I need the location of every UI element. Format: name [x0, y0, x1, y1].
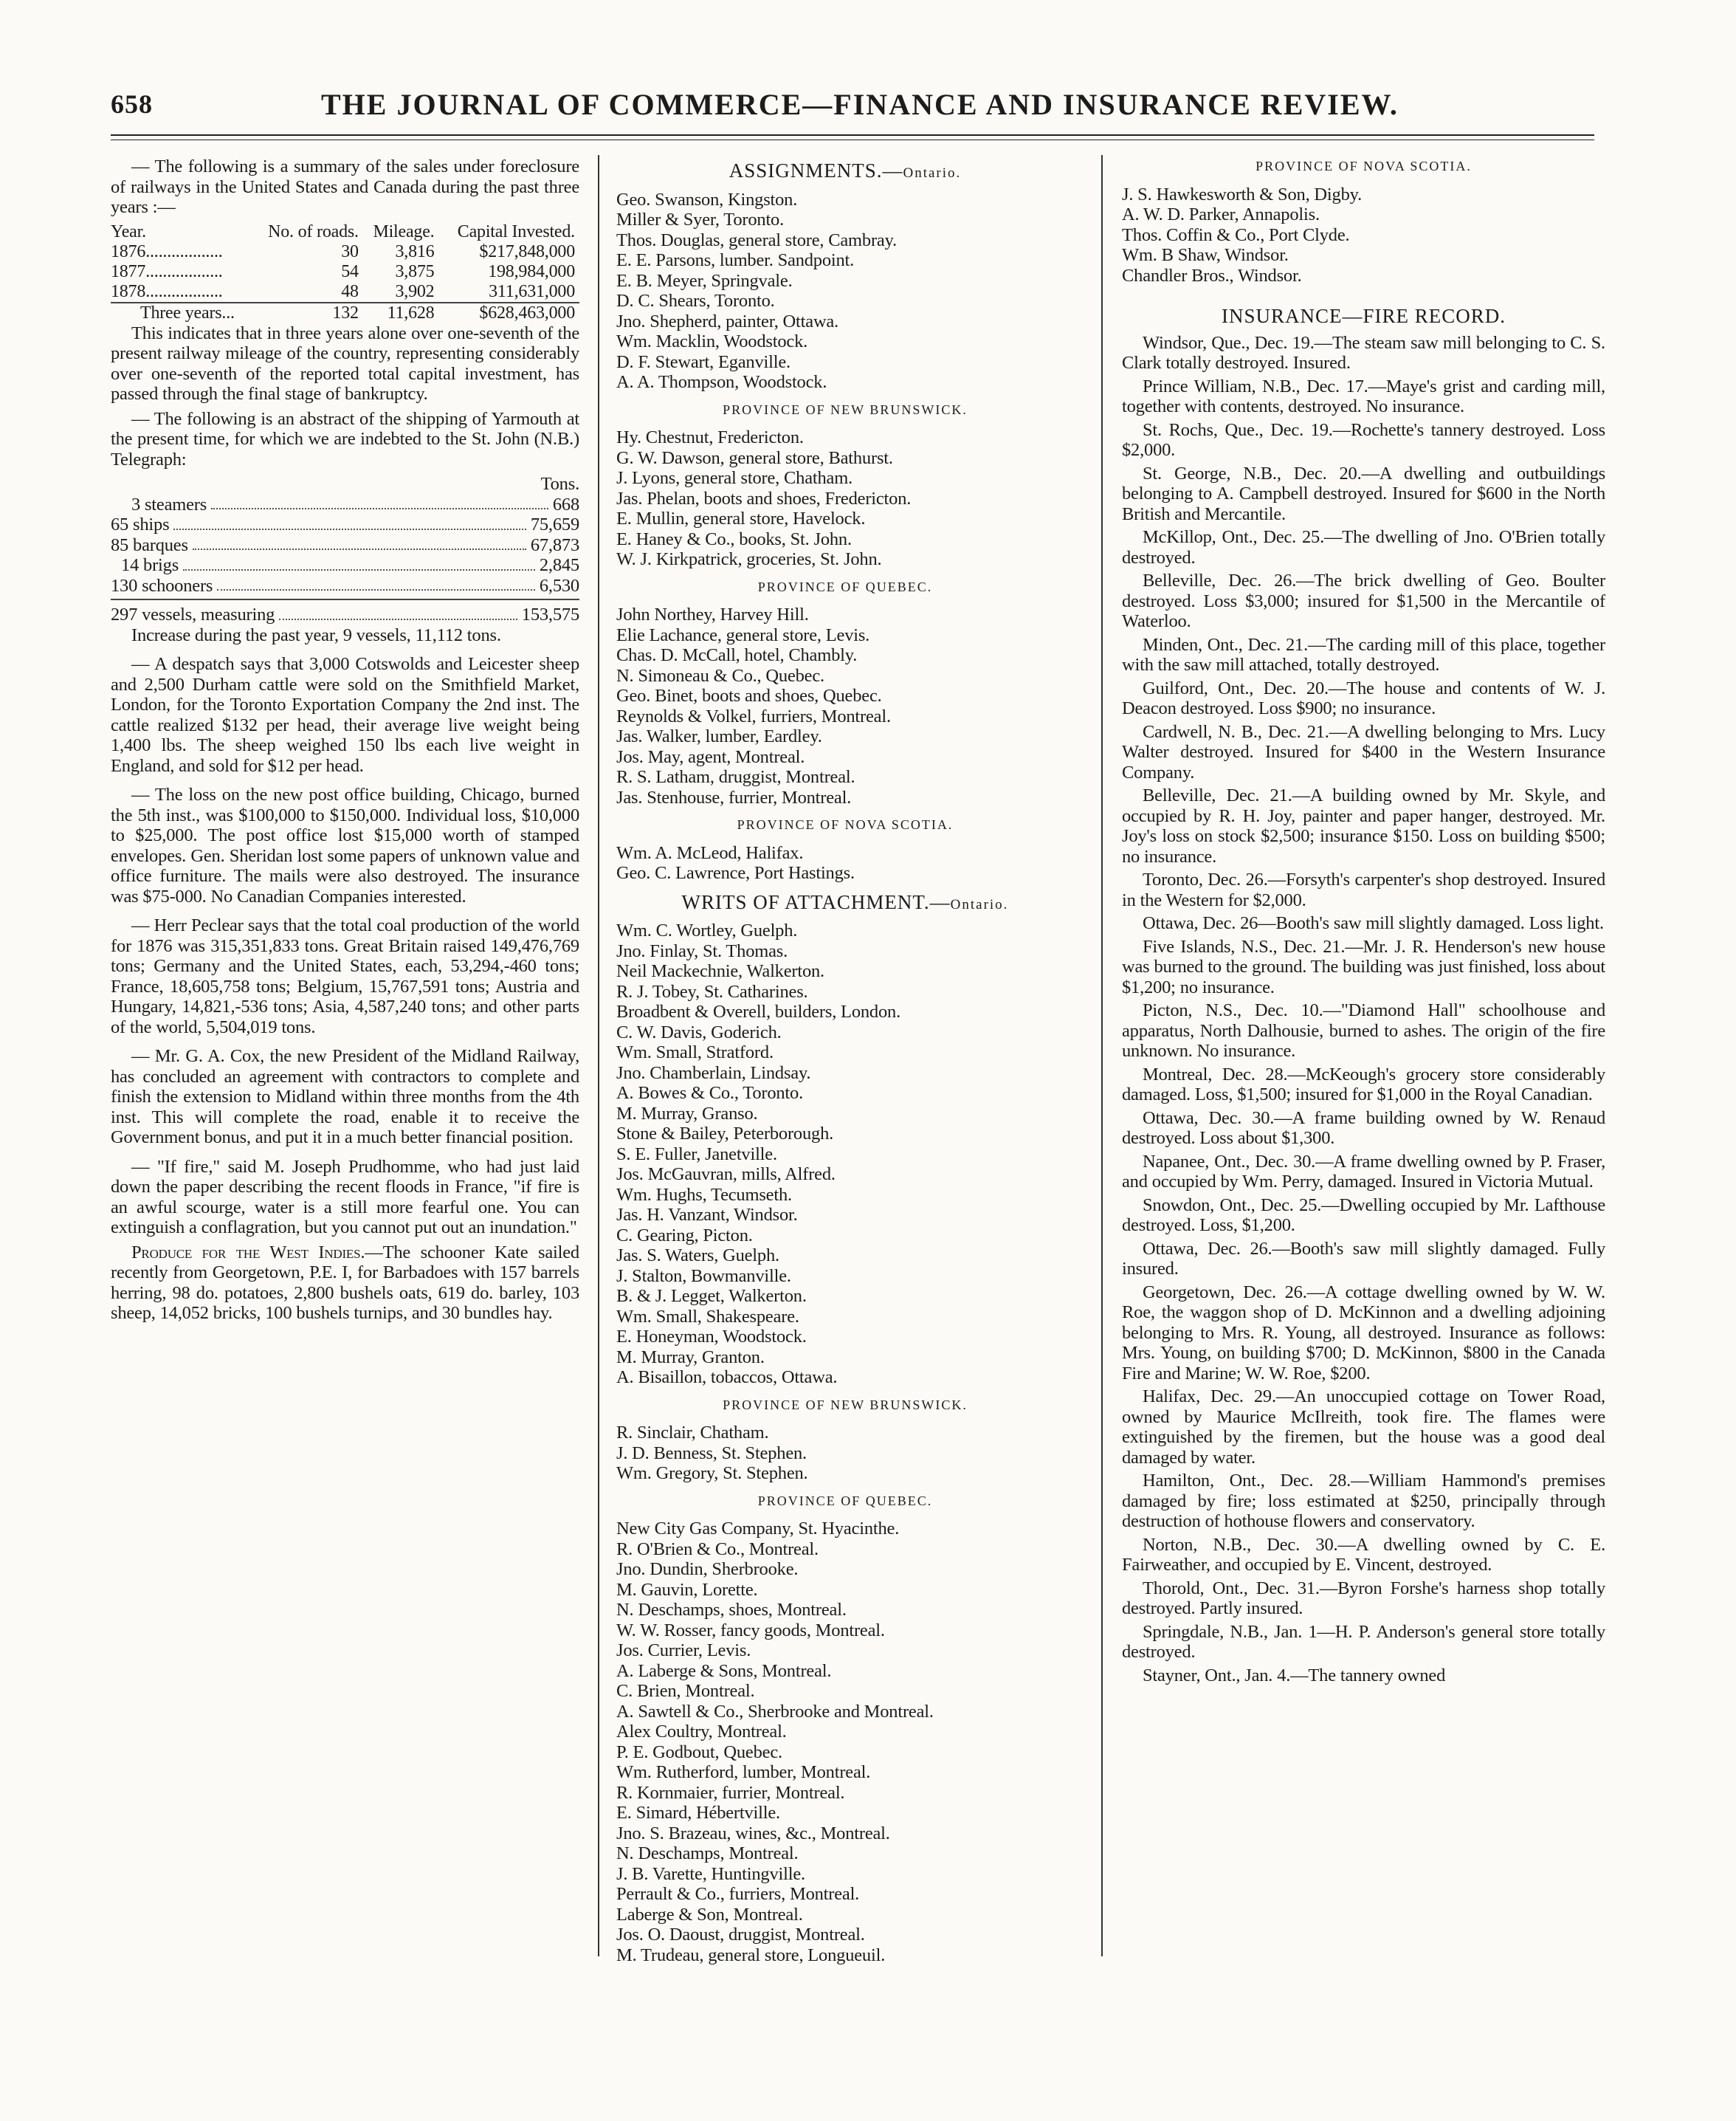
writs-qc-list: [616, 1519, 1074, 1965]
fire-entry: Guilford, Ont., Dec. 20.—The house and contents of W. J. Deacon destroyed. Loss $900; no insurance.: [1122, 678, 1605, 718]
foreclosure-table: [111, 222, 579, 323]
table-cell: 1878..................: [111, 281, 223, 301]
fire-record-heading: INSURANCE—FIRE RECORD.: [1221, 305, 1506, 327]
list-item: Elie Lachance, general store, Levis.: [616, 625, 870, 645]
writs-nb-list: [616, 1423, 1074, 1484]
list-item: [111, 495, 579, 515]
section-heading: PROVINCE OF NOVA SCOTIA.: [1256, 159, 1472, 173]
foreclosure-intro: — The following is a summary of the sales under foreclosure of railways in the United States and Canada during the past three years :—: [111, 157, 579, 217]
list-item: A. Sawtell & Co., Sherbrooke and Montreal.: [616, 1701, 934, 1722]
fire-entry: Ottawa, Dec. 26.—Booth's saw mill slightly damaged. Fully insured.: [1122, 1238, 1605, 1279]
list-item: J. D. Benness, St. Stephen.: [616, 1443, 807, 1463]
page-header: [111, 87, 1594, 131]
coal-paragraph: — Herr Peclear says that the total coal production of the world for 1876 was 315,351,833 tons. Great Britain raised 149,476,769 tons; Germany and the United States, each, 53,294,-460 tons; France, 18,605,758 tons; Belgium, 15,767,591 tons; Austria and Hungary, 14,821,-536 tons; Asia, 4,587,240 tons; and other parts of the world, 5,504,019 tons.: [111, 915, 579, 1037]
list-item: A. W. D. Parker, Annapolis.: [1122, 204, 1320, 224]
list-item: Wm. Small, Stratford.: [616, 1042, 774, 1062]
list-item: Thos. Douglas, general store, Cambray.: [616, 230, 897, 250]
list-item: R. Kornmaier, furrier, Montreal.: [616, 1782, 845, 1803]
list-item: R. S. Latham, druggist, Montreal.: [616, 767, 855, 787]
list-item: Geo. Binet, boots and shoes, Quebec.: [616, 686, 882, 706]
list-item: Geo. Swanson, Kingston.: [616, 189, 798, 210]
vessel-type: 130 schooners: [111, 575, 213, 596]
fire-entry: Prince William, N.B., Dec. 17.—Maye's grist and carding mill, together with contents, destroyed. No insurance.: [1122, 376, 1605, 416]
shipping-intro: — The following is an abstract of the shipping of Yarmouth at the present time, for which we are indebted to the St. John (N.B.) Telegraph:: [111, 408, 579, 470]
produce-text: —The schooner Kate sailed recently from Georgetown, P.E. I, for Barbadoes with 157 barrels herring, 98 do. potatoes, 2,800 bushels oats, 619 do. barley, 103 sheep, 14,052 bricks, 100 bushels turnips, and 30 bundles hay.: [111, 1242, 579, 1323]
fire-entry: Cardwell, N. B., Dec. 21.—A dwelling belonging to Mrs. Lucy Walter destroyed. Insured for $400 in the Western Insurance Company.: [1122, 721, 1605, 783]
cox-paragraph: — Mr. G. A. Cox, the new President of the Midland Railway, has concluded an agreement with contractors to complete and finish the extension to Midland within three months from the 4th inst. This will complete the road, enable it to receive the Government bonus, and put it in a much better financial position.: [111, 1046, 579, 1147]
list-item: John Northey, Harvey Hill.: [616, 605, 809, 625]
list-item: G. W. Dawson, general store, Bathurst.: [616, 447, 893, 468]
list-item: M. Murray, Granso.: [616, 1103, 758, 1124]
list-item: [111, 515, 579, 535]
list-item: Wm. A. McLeod, Halifax.: [616, 842, 804, 863]
table-row: [111, 282, 579, 303]
table-cell: 30: [341, 241, 359, 261]
list-item: C. W. Davis, Goderich.: [616, 1022, 782, 1042]
foreclosure-summary: This indicates that in three years alone over one-seventh of the present railway mileage of the country, representing considerably over one-seventh of the reported total capital investment, has passed through the final stage of bankruptcy.: [111, 323, 579, 404]
list-item: E. Honeyman, Woodstock.: [616, 1327, 807, 1347]
list-item: W. W. Rosser, fancy goods, Montreal.: [616, 1620, 885, 1640]
section-heading: PROVINCE OF NEW BRUNSWICK.: [723, 402, 968, 417]
list-item: Wm. B Shaw, Windsor.: [1122, 245, 1289, 265]
list-item: B. & J. Legget, Walkerton.: [616, 1286, 807, 1306]
table-row: [111, 242, 579, 262]
vessel-type: 65 ships: [111, 515, 170, 534]
tonnage: 668: [552, 494, 579, 515]
list-item: Wm. C. Wortley, Guelph.: [616, 921, 798, 941]
fire-entry: Ottawa, Dec. 26—Booth's saw mill slightly damaged. Loss light.: [1143, 913, 1604, 933]
table-cell: 3,902: [395, 281, 435, 301]
section-heading: PROVINCE OF QUEBEC.: [757, 579, 933, 594]
list-item: J. Stalton, Bowmanville.: [616, 1265, 791, 1286]
vessel-type: 85 barques: [111, 534, 188, 555]
list-item: Broadbent & Overell, builders, London.: [616, 1002, 900, 1022]
fire-entry: Georgetown, Dec. 26.—A cottage dwelling owned by W. W. Roe, the waggon shop of D. McKinnon and a dwelling adjoining belonging to Mrs. R. Young, all destroyed. Insurance as follows: Mrs. Young, on building $700; D. McKinnon, $800 in the Canada Fire and Marine; W. W. Roe, $200.: [1122, 1282, 1605, 1383]
list-item: Wm. Rutherford, lumber, Montreal.: [616, 1762, 871, 1782]
table-total-row: [111, 303, 579, 323]
fire-entry: Thorold, Ont., Dec. 31.—Byron Forshe's harness shop totally destroyed. Partly insured.: [1122, 1578, 1605, 1618]
vessel-total-label: 297 vessels, measuring: [111, 605, 275, 625]
table-cell: 1877..................: [111, 261, 223, 281]
col-header-year: Year.: [111, 221, 146, 241]
fire-entry: St. George, N.B., Dec. 20.—A dwelling and outbuildings belonging to A. Campbell destroyed. Insured for $600 in the North British and Mercantile.: [1122, 463, 1605, 524]
list-item: E. Mullin, general store, Havelock.: [616, 509, 866, 529]
col-header-roads: No. of roads.: [268, 221, 359, 241]
fire-entry: Belleville, Dec. 26.—The brick dwelling of Geo. Boulter destroyed. Loss $3,000; insured for $1,500 in the Mercantile of Waterloo.: [1122, 571, 1605, 631]
fire-entry: Napanee, Ont., Dec. 30.—A frame dwelling owned by P. Fraser, and occupied by Wm. Perry, damaged. Insured in Victoria Mutual.: [1122, 1151, 1605, 1192]
list-item: N. Deschamps, shoes, Montreal.: [616, 1600, 847, 1620]
list-item: Wm. Small, Shakespeare.: [616, 1306, 799, 1327]
list-item: Jos. May, agent, Montreal.: [616, 746, 805, 767]
list-item: C. Brien, Montreal.: [616, 1681, 755, 1701]
vessel-type: 3 steamers: [131, 494, 207, 515]
table-cell: Three years...: [140, 303, 235, 323]
list-item: Wm. Gregory, St. Stephen.: [616, 1463, 808, 1483]
fire-entry: Stayner, Ont., Jan. 4.—The tannery owned: [1143, 1665, 1446, 1685]
list-item: D. C. Shears, Toronto.: [616, 291, 775, 311]
list-item: [111, 535, 579, 556]
tons-label: Tons.: [540, 474, 579, 494]
fire-entry: Snowdon, Ont., Dec. 25.—Dwelling occupied by Mr. Lafthouse destroyed. Loss, $1,200.: [1122, 1194, 1605, 1235]
list-item: Jos. O. Daoust, druggist, Montreal.: [616, 1925, 865, 1945]
col-header-capital: Capital Invested.: [457, 221, 575, 241]
list-item: Jas. H. Vanzant, Windsor.: [616, 1205, 798, 1225]
fire-entry: St. Rochs, Que., Dec. 19.—Rochette's tannery destroyed. Loss $2,000.: [1122, 419, 1605, 460]
list-item: Wm. Macklin, Woodstock.: [616, 331, 808, 351]
tonnage: 75,659: [530, 515, 579, 534]
list-item: Jas. S. Waters, Guelph.: [616, 1245, 779, 1265]
list-item: N. Simoneau & Co., Quebec.: [616, 665, 824, 686]
fire-entry: Picton, N.S., Dec. 10.—"Diamond Hall" schoolhouse and apparatus, North Dalhousie, burned to ashes. The origin of the fire unknown. No insurance.: [1122, 1000, 1605, 1061]
page-number: 658: [111, 89, 153, 119]
section-heading: PROVINCE OF QUEBEC.: [757, 1493, 933, 1508]
column-right: [1122, 157, 1605, 1688]
list-item: Jas. Walker, lumber, Eardley.: [616, 726, 822, 746]
shipping-total: [111, 605, 579, 625]
list-item: Jas. Phelan, boots and shoes, Fredericton.: [616, 488, 912, 509]
produce-paragraph: [111, 1242, 579, 1324]
list-item: J. S. Hawkesworth & Son, Digby.: [1122, 184, 1363, 204]
table-cell: 48: [341, 281, 359, 301]
section-heading: PROVINCE OF NEW BRUNSWICK.: [723, 1397, 968, 1412]
header-rule-top: [111, 134, 1594, 136]
list-item: Jno. S. Brazeau, wines, &c., Montreal.: [616, 1823, 890, 1843]
list-item: P. E. Godbout, Quebec.: [616, 1742, 782, 1762]
list-item: Jos. McGauvran, mills, Alfred.: [616, 1164, 836, 1184]
list-item: W. J. Kirkpatrick, groceries, St. John.: [616, 549, 882, 569]
fire-entry: Five Islands, N.S., Dec. 21.—Mr. J. R. Henderson's new house was burned to the ground. The building was just finished, loss about $1,200; no insurance.: [1122, 936, 1605, 997]
column-divider-2: [1101, 155, 1103, 1956]
list-item: Laberge & Son, Montreal.: [616, 1904, 803, 1925]
list-item: Jas. Stenhouse, furrier, Montreal.: [616, 787, 852, 808]
table-row: [111, 262, 579, 282]
list-item: R. O'Brien & Co., Montreal.: [616, 1539, 819, 1559]
fire-entry: Halifax, Dec. 29.—An unoccupied cottage on Tower Road, owned by Maurice McIlreith, took fire. The flames were extinguished by the firemen, but the house was a good deal damaged by water.: [1122, 1386, 1605, 1468]
table-cell: $628,463,000: [479, 303, 575, 323]
table-cell: 198,984,000: [488, 261, 575, 281]
list-item: Jno. Chamberlain, Lindsay.: [616, 1062, 811, 1083]
list-item: Perrault & Co., furriers, Montreal.: [616, 1884, 860, 1904]
chicago-paragraph: — The loss on the new post office building, Chicago, burned the 5th inst., was $100,000 to $150,000. Individual loss, $10,000 to $25,000. The post office lost $15,000 worth of stamped envelopes. Gen. Sheridan lost some papers of unknown value and office furniture. The mails were also destroyed. The insurance was $75-000. No Canadian Companies interested.: [111, 785, 579, 907]
heading-region: Ontario.: [950, 896, 1009, 912]
journal-title: THE JOURNAL OF COMMERCE—FINANCE AND INSURANCE REVIEW.: [321, 88, 1399, 121]
list-item: R. J. Tobey, St. Catharines.: [616, 981, 808, 1002]
fire-entry: Toronto, Dec. 26.—Forsyth's carpenter's shop destroyed. Insured in the Western for $2,000.: [1122, 870, 1605, 910]
list-item: Alex Coultry, Montreal.: [616, 1722, 787, 1742]
assignments-ns-list-continued: [1122, 185, 1605, 286]
list-item: C. Gearing, Picton.: [616, 1225, 753, 1245]
assignments-heading: [616, 161, 1074, 184]
list-item: D. F. Stewart, Eganville.: [616, 351, 790, 372]
list-item: E. B. Meyer, Springvale.: [616, 270, 793, 291]
list-item: Reynolds & Volkel, furriers, Montreal.: [616, 706, 891, 726]
list-item: M. Gauvin, Lorette.: [616, 1579, 758, 1600]
list-item: Jno. Dundin, Sherbrooke.: [616, 1559, 799, 1579]
list-item: Miller & Syer, Toronto.: [616, 210, 785, 230]
table-header-row: [111, 222, 579, 242]
fire-entry: Hamilton, Ont., Dec. 28.—William Hammond's premises damaged by fire; loss estimated at $250, principally through destruction of hothouse flowers and conservatory.: [1122, 1471, 1605, 1531]
list-item: R. Sinclair, Chatham.: [616, 1423, 769, 1443]
table-cell: 3,875: [395, 261, 435, 281]
fire-entry: Windsor, Que., Dec. 19.—The steam saw mill belonging to C. S. Clark totally destroyed. Insured.: [1122, 332, 1605, 373]
list-item: Neil Mackechnie, Walkerton.: [616, 961, 824, 981]
fire-record-list: [1122, 333, 1605, 1686]
fire-entry: McKillop, Ont., Dec. 25.—The dwelling of Jno. O'Brien totally destroyed.: [1122, 527, 1605, 568]
produce-heading: Produce for the West Indies.: [131, 1242, 365, 1262]
list-item: Chandler Bros., Windsor.: [1122, 265, 1302, 286]
list-item: A. A. Thompson, Woodstock.: [616, 372, 827, 392]
list-item: Jno. Shepherd, painter, Ottawa.: [616, 311, 839, 331]
list-item: Chas. D. McCall, hotel, Chambly.: [616, 645, 858, 665]
list-item: M. Murray, Granton.: [616, 1347, 765, 1367]
table-cell: $217,848,000: [479, 241, 575, 261]
col-header-mileage: Mileage.: [373, 221, 435, 241]
list-item: S. E. Fuller, Janetville.: [616, 1144, 777, 1164]
fire-entry: Belleville, Dec. 21.—A building owned by Mr. Skyle, and occupied by R. H. Joy, painter and paper hanger, destroyed. Mr. Joy's loss on stock $2,500; insurance $150. Loss on building $500; no insurance.: [1122, 786, 1605, 867]
table-cell: 1876..................: [111, 241, 223, 261]
fire-entry: Minden, Ont., Dec. 21.—The carding mill of this place, together with the saw mill attached, totally destroyed.: [1122, 634, 1605, 675]
list-item: Wm. Hughs, Tecumseth.: [616, 1184, 792, 1205]
tonnage: 6,530: [539, 575, 579, 596]
list-item: [111, 576, 579, 601]
list-item: J. Lyons, general store, Chatham.: [616, 468, 852, 488]
table-cell: 311,631,000: [489, 281, 575, 301]
vessel-type: 14 brigs: [121, 555, 179, 575]
assignments-ontario-list: [616, 190, 1074, 393]
column-divider-1: [598, 155, 599, 1956]
heading-region: Ontario.: [903, 165, 962, 181]
heading-text: ASSIGNMENTS.—: [728, 159, 903, 182]
list-item: Geo. C. Lawrence, Port Hastings.: [616, 863, 855, 883]
list-item: A. Laberge & Sons, Montreal.: [616, 1660, 832, 1681]
tonnage: 67,873: [530, 534, 579, 555]
list-item: A. Bowes & Co., Toronto.: [616, 1083, 804, 1103]
fire-entry: Montreal, Dec. 28.—McKeough's grocery store considerably damaged. Loss, $1,500; insured for $1,000 in the Royal Canadian.: [1122, 1064, 1605, 1104]
table-cell: 3,816: [395, 241, 435, 261]
section-heading: PROVINCE OF NOVA SCOTIA.: [737, 817, 954, 832]
prudhomme-paragraph: — "If fire," said M. Joseph Prudhomme, who had just laid down the paper describing the recent floods in France, "if fire is an awful scourge, water is a still more fearful one. You can extinguish a conflagration, but you cannot put out an inundation.": [111, 1156, 579, 1237]
list-item: New City Gas Company, St. Hyacinthe.: [616, 1519, 900, 1539]
list-item: Jno. Finlay, St. Thomas.: [616, 941, 788, 961]
list-item: E. Haney & Co., books, St. John.: [616, 529, 852, 549]
table-cell: 54: [341, 261, 359, 281]
fire-entry: Springdale, N.B., Jan. 1—H. P. Anderson's general store totally destroyed.: [1122, 1621, 1605, 1662]
list-item: E. Simard, Hébertville.: [616, 1803, 780, 1823]
assignments-nb-list: [616, 427, 1074, 570]
heading-text: WRITS OF ATTACHMENT.—: [681, 890, 951, 913]
writs-heading: [616, 890, 1074, 915]
assignments-qc-list: [616, 605, 1074, 808]
tonnage-total: 153,575: [521, 605, 579, 625]
column-left: [111, 157, 579, 1328]
fire-entry: Ottawa, Dec. 30.—A frame building owned by W. Renaud destroyed. Loss about $1,300.: [1122, 1107, 1605, 1148]
list-item: Hy. Chestnut, Fredericton.: [616, 427, 804, 447]
assignments-ns-list: [616, 843, 1074, 884]
list-item: Jos. Currier, Levis.: [616, 1640, 751, 1660]
column-middle: [616, 157, 1074, 1965]
list-item: Stone & Bailey, Peterborough.: [616, 1124, 834, 1144]
fire-entry: Norton, N.B., Dec. 30.—A dwelling owned by C. E. Fairweather, and occupied by E. Vincent, destroyed.: [1122, 1534, 1605, 1575]
list-item: E. E. Parsons, lumber. Sandpoint.: [616, 250, 855, 270]
list-item: A. Bisaillon, tobaccos, Ottawa.: [616, 1367, 838, 1387]
tonnage: 2,845: [539, 555, 579, 575]
list-item: M. Trudeau, general store, Longueuil.: [616, 1945, 886, 1965]
shipping-increase: Increase during the past year, 9 vessels, 11,112 tons.: [131, 625, 501, 645]
writs-ontario-list: [616, 921, 1074, 1388]
cattle-paragraph: — A despatch says that 3,000 Cotswolds and Leicester sheep and 2,500 Durham cattle were sold on the Smithfield Market, London, for the Toronto Exportation Company the 2nd inst. The cattle realized $132 per head, their average live weight being 1,400 lbs. The sheep weighed 150 lbs each live weight in England, and sold for $12 per head.: [111, 654, 579, 776]
list-item: J. B. Varette, Huntingville.: [616, 1863, 805, 1884]
list-item: Thos. Coffin & Co., Port Clyde.: [1122, 224, 1350, 245]
table-cell: 132: [332, 303, 359, 323]
list-item: N. Deschamps, Montreal.: [616, 1843, 799, 1863]
list-item: [111, 555, 579, 576]
table-cell: 11,628: [387, 303, 435, 323]
